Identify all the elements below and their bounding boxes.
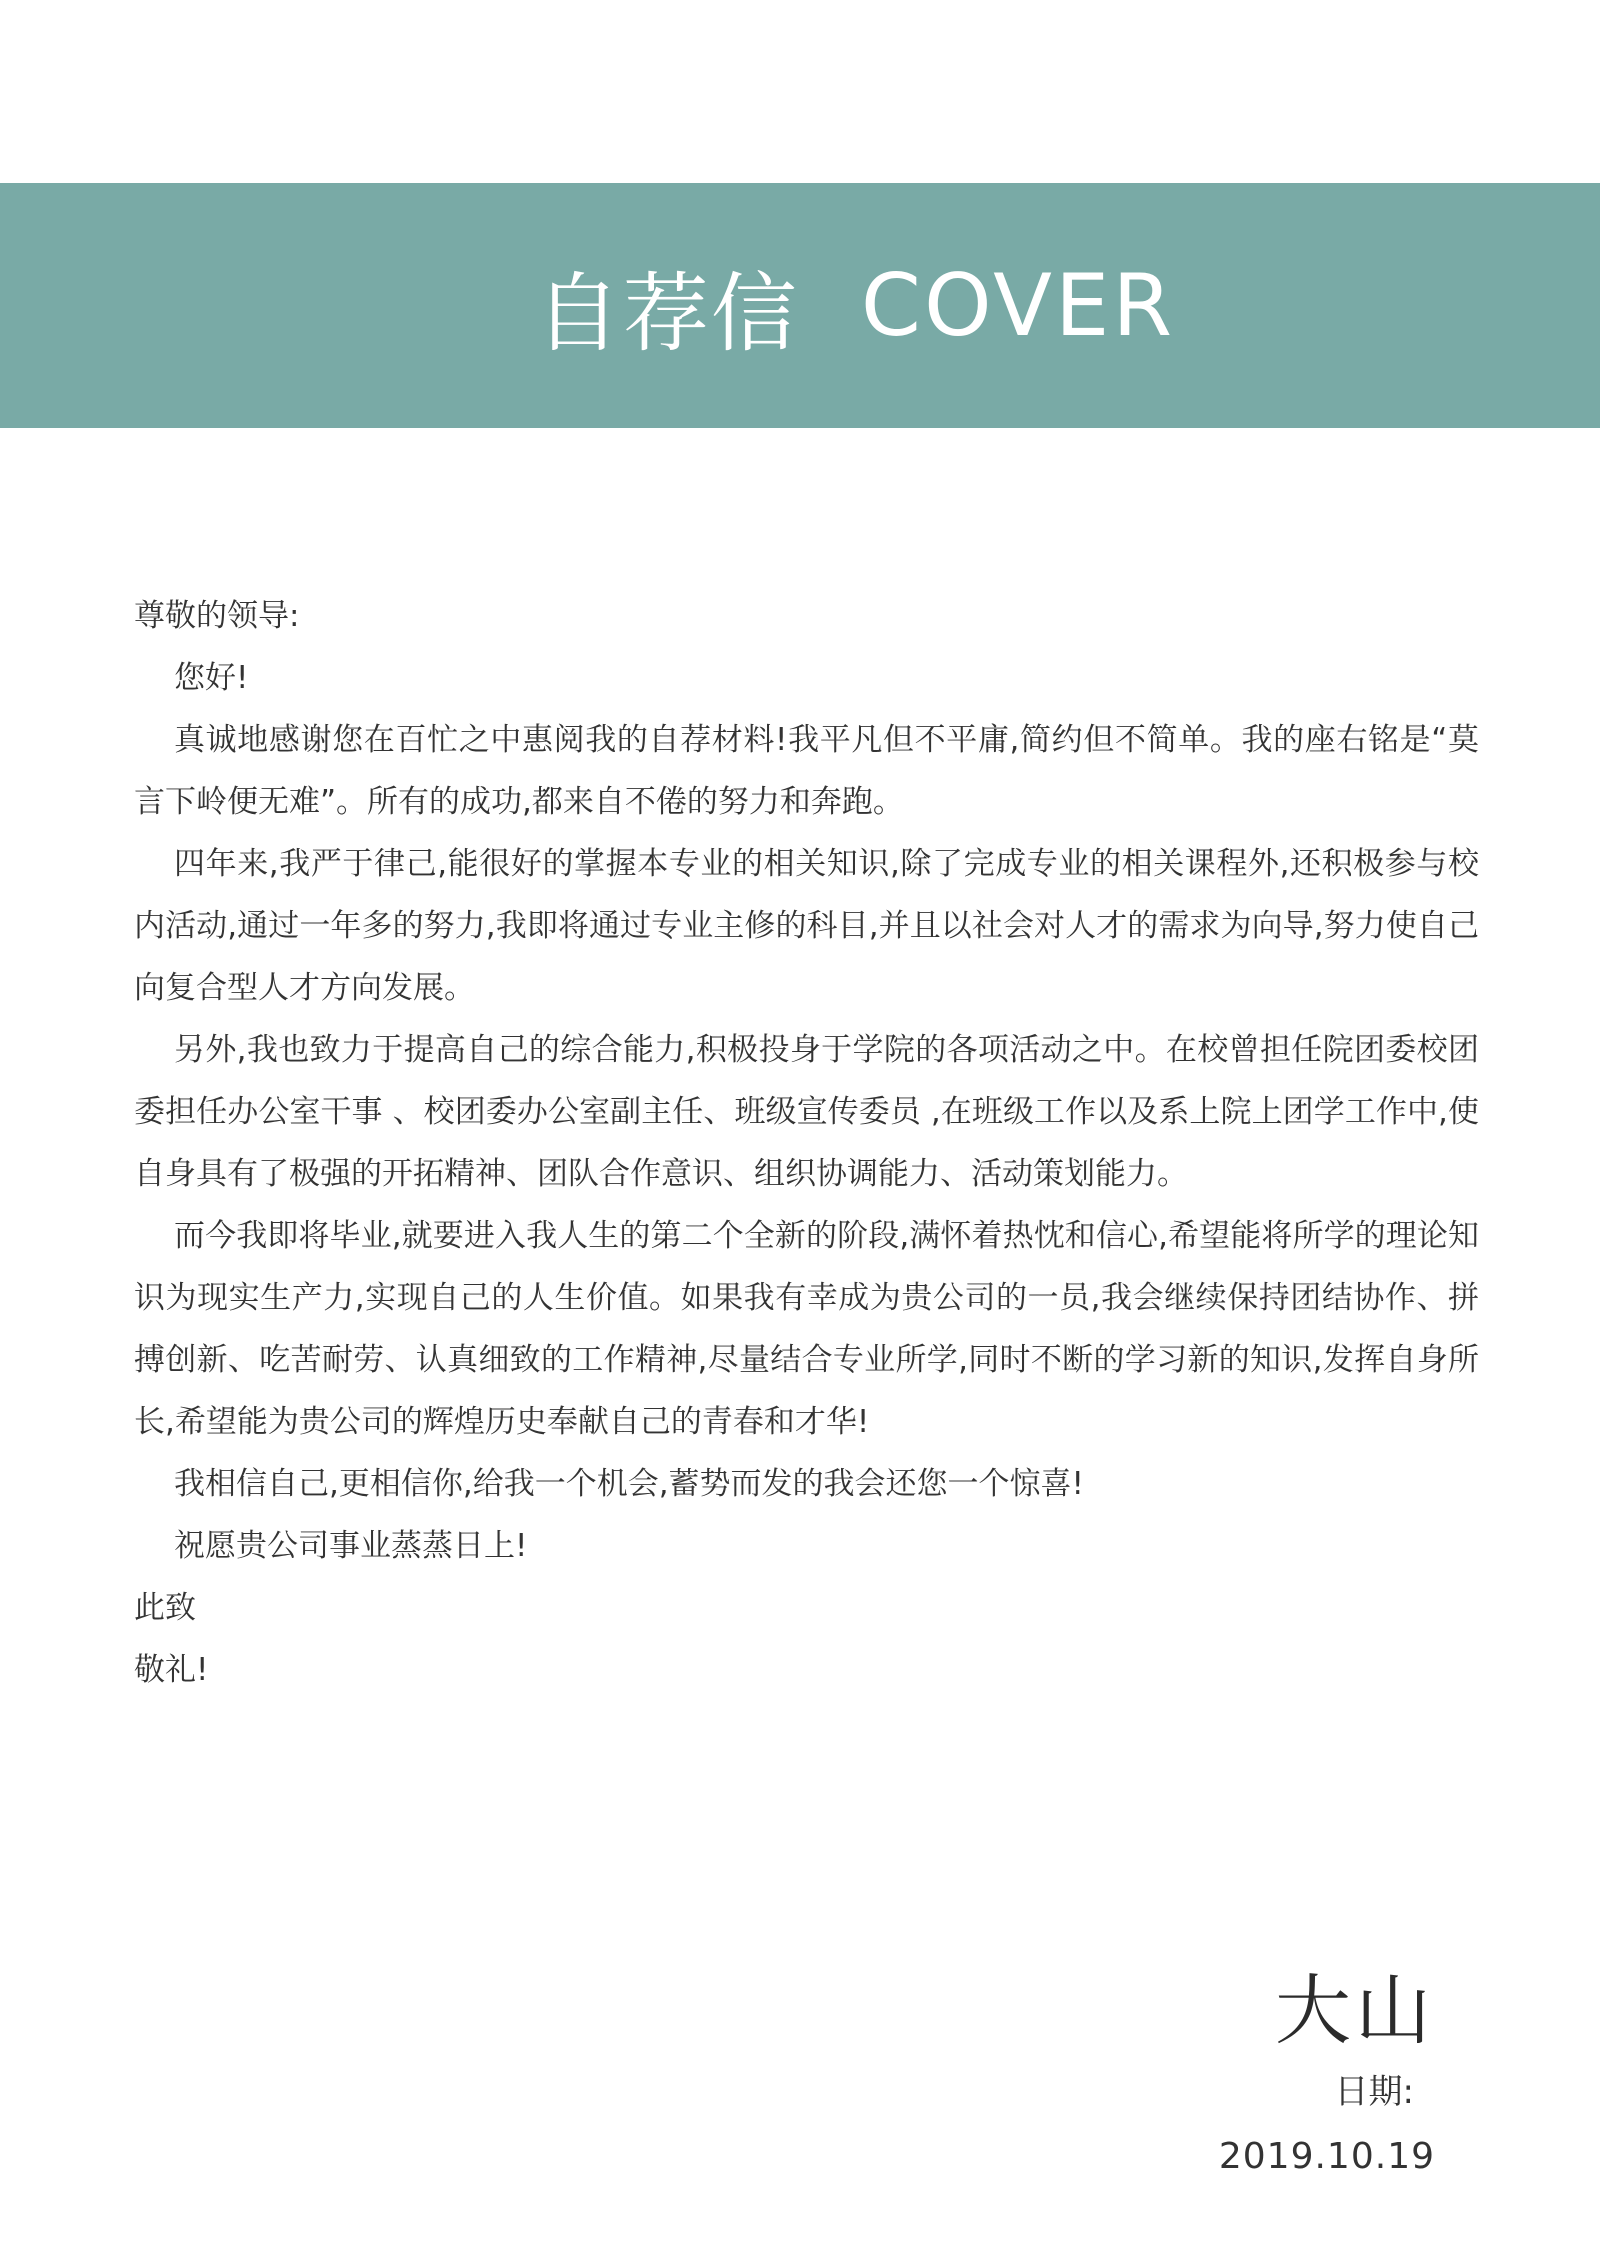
title-english: COVER	[860, 255, 1176, 356]
greeting: 您好!	[174, 660, 249, 696]
closing-salute: 敬礼!	[134, 1652, 209, 1688]
paragraph: 四年来,我严于律己,能很好的掌握本专业的相关知识,除了完成专业的相关课程外,还积极参与校内活动,通过一年多的努力,我即将通过专业主修的科目,并且以社会对人才的需求为向导,努力使自己向复合型人才方向发展。	[134, 846, 1479, 1006]
paragraph: 真诚地感谢您在百忙之中惠阅我的自荐材料!我平凡但不平庸,简约但不简单。我的座右铭是“莫言下岭便无难”。所有的成功,都来自不倦的努力和奔跑。	[134, 722, 1479, 820]
title-chinese: 自荐信	[534, 263, 799, 364]
date-label: 日期:	[1334, 2072, 1414, 2112]
signature-name: 大山	[1275, 1966, 1435, 2055]
paragraph: 另外,我也致力于提高自己的综合能力,积极投身于学院的各项活动之中。在校曾担任院团委校团委担任办公室干事 、校团委办公室副主任、班级宣传委员 ,在班级工作以及系上院上团学工作中,使自身具有了极强的开拓精神、团队合作意识、组织协调能力、活动策划能力。	[134, 1032, 1479, 1192]
paragraph: 祝愿贵公司事业蒸蒸日上!	[174, 1528, 528, 1564]
salutation: 尊敬的领导:	[134, 598, 300, 634]
paragraph: 而今我即将毕业,就要进入我人生的第二个全新的阶段,满怀着热忱和信心,希望能将所学的理论知识为现实生产力,实现自己的人生价值。如果我有幸成为贵公司的一员,我会继续保持团结协作、拼搏创新、吃苦耐劳、认真细致的工作精神,尽量结合专业所学,同时不断的学习新的知识,发挥自身所长,希望能为贵公司的辉煌历史奉献自己的青春和才华!	[134, 1218, 1479, 1440]
closing-line: 此致	[134, 1590, 196, 1626]
paragraph: 我相信自己,更相信你,给我一个机会,蓄势而发的我会还您一个惊喜!	[174, 1466, 1084, 1502]
date-value: 2019.10.19	[1218, 2136, 1435, 2177]
page-title	[0, 183, 1600, 428]
letter-body	[134, 585, 1479, 1701]
header-banner	[0, 183, 1600, 428]
